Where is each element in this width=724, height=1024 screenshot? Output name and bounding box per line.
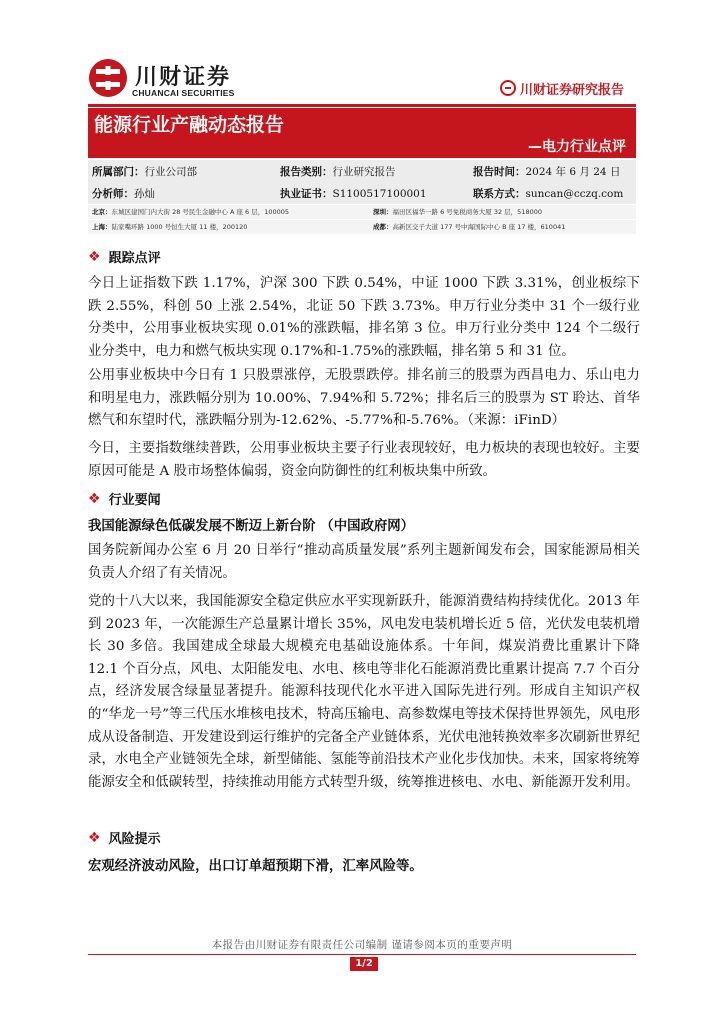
header-divider	[88, 104, 636, 107]
report-title: 能源行业产融动态报告	[94, 114, 285, 136]
tracking-paragraph-3: 今日，主要指数继续普跌，公用事业板块主要子行业表现较好，电力板块的表现也较好。主要原因可能是 A 股市场整体偏弱，资金向防御性的红利板块集中所致。	[88, 441, 640, 479]
page-number: 1/2	[350, 957, 378, 971]
info-row-2	[88, 182, 636, 205]
diamond-bullet-icon: ❖	[88, 248, 101, 265]
header-report-label	[500, 78, 624, 98]
section-news-heading: ❖ 行业要闻	[88, 490, 161, 508]
tracking-paragraph-1: 今日上证指数下跌 1.17%，沪深 300 下跌 0.54%，中证 1000 下跌 3.31%，创业板综下跌 2.55%，科创 50 上涨 2.54%，北证 50 下跌 3.73%。申万行业分类中 31 个一级行业分类中，公用事业板块实现 0.01%的涨跌幅，排名第 3 位。申万行业分类中 124 个二级行业分类中，电力和燃气板块实现 0.17%和-1.75%的涨跌幅，排名第 5 和 31 位。	[88, 276, 640, 359]
address-chengdu: 成都：高新区交子大道 177 号中海国际中心 B 座 17 楼，610041	[373, 223, 566, 231]
info-row-1	[88, 160, 636, 183]
risk-text: 宏观经济波动风险，出口订单超预期下滑，汇率风险等。	[88, 858, 423, 874]
report-subtitle: —电力行业点评	[528, 139, 626, 155]
news-headline: 我国能源绿色低碳发展不断迈上新台阶 （中国政府网）	[88, 518, 415, 534]
contact-field[interactable]: 联系方式：suncan@cczq.com	[473, 188, 624, 200]
section-risk-heading: ❖ 风险提示	[88, 829, 161, 847]
diamond-bullet-icon: ❖	[88, 829, 101, 846]
brand-name-cn: 川财证券	[135, 65, 232, 90]
address-row-2	[88, 220, 636, 234]
time-field: 报告时间：2024 年 6 月 24 日	[473, 166, 621, 178]
address-row-1	[88, 205, 636, 219]
news-paragraph-1: 国务院新闻办公室 6 月 20 日举行“推动高质量发展”系列主题新闻发布会，国家能源局相关负责人介绍了有关情况。	[88, 543, 640, 581]
tracking-paragraph-2: 公用事业板块中今日有 1 只股票涨停，无股票跌停。排名前三的股票为西昌电力、乐山电力和明星电力，涨跌幅分别为 10.00%、7.94%和 5.72%；排名后三的股票为 ST 聆达、首华燃气和东望时代，涨跌幅分别为-12.62%、-5.77%和-5.76%。（来源：iFinD）	[88, 368, 640, 429]
header-right-text: 川财证券研究报告	[520, 82, 625, 98]
address-shanghai: 上海：陆家嘴环路 1000 号恒生大厦 11 楼，200120	[92, 223, 248, 231]
brand-circle-icon	[500, 80, 516, 96]
brand-name-en: CHUANCAI SECURITIES	[132, 88, 235, 98]
cert-field: 执业证书：S1100517100001	[280, 188, 427, 200]
chuancai-logo-icon	[88, 58, 128, 98]
diamond-bullet-icon: ❖	[88, 490, 101, 507]
dept-field: 所属部门：行业公司部	[92, 166, 197, 178]
type-field: 报告类别：行业研究报告	[280, 166, 396, 178]
section-tracking-heading: ❖ 跟踪点评	[88, 248, 161, 266]
analyst-field: 分析师：孙灿	[92, 188, 155, 200]
footer-disclaimer: 本报告由川财证券有限责任公司编制 谨请参阅本页的重要声明	[211, 939, 513, 951]
title-bar	[88, 108, 636, 158]
footer-divider	[88, 954, 636, 955]
address-shenzhen: 深圳：福田区福华一路 6 号免税商务大厦 32 层，518000	[373, 208, 542, 216]
address-beijing: 北京：东城区建国门内大街 28 号民生金融中心 A 座 6 层，100005	[92, 208, 290, 216]
news-paragraph-2: 党的十八大以来，我国能源安全稳定供应水平实现新跃升，能源消费结构持续优化。2013 年到 2023 年，一次能源生产总量累计增长 35%，风电发电装机增长近 5 倍，光伏发电装机增长 30 多倍。我国建成全球最大规模充电基础设施体系。十年间，煤炭消费比重累计下降 12.1 个百分点，风电、太阳能发电、水电、核电等非化石能源消费比重累计提高 7.7 个百分点，经济发展含绿量显著提升。能源科技现代化水平进入国际先进行列。形成自主知识产权的“华龙一号”等三代压水堆核电技术，特高压输电、高参数煤电等技术保持世界领先，风电形成从设备制造、开发建设到运行维护的完备全产业链体系，光伏电池转换效率多次刷新世界纪录，水电全产业链领先全球，新型储能、氢能等前沿技术产业化步伐加快。未来，国家将统筹能源安全和低碳转型，持续推动用能方式转型升级，统筹推进核电、水电、新能源开发利用。	[88, 594, 640, 790]
